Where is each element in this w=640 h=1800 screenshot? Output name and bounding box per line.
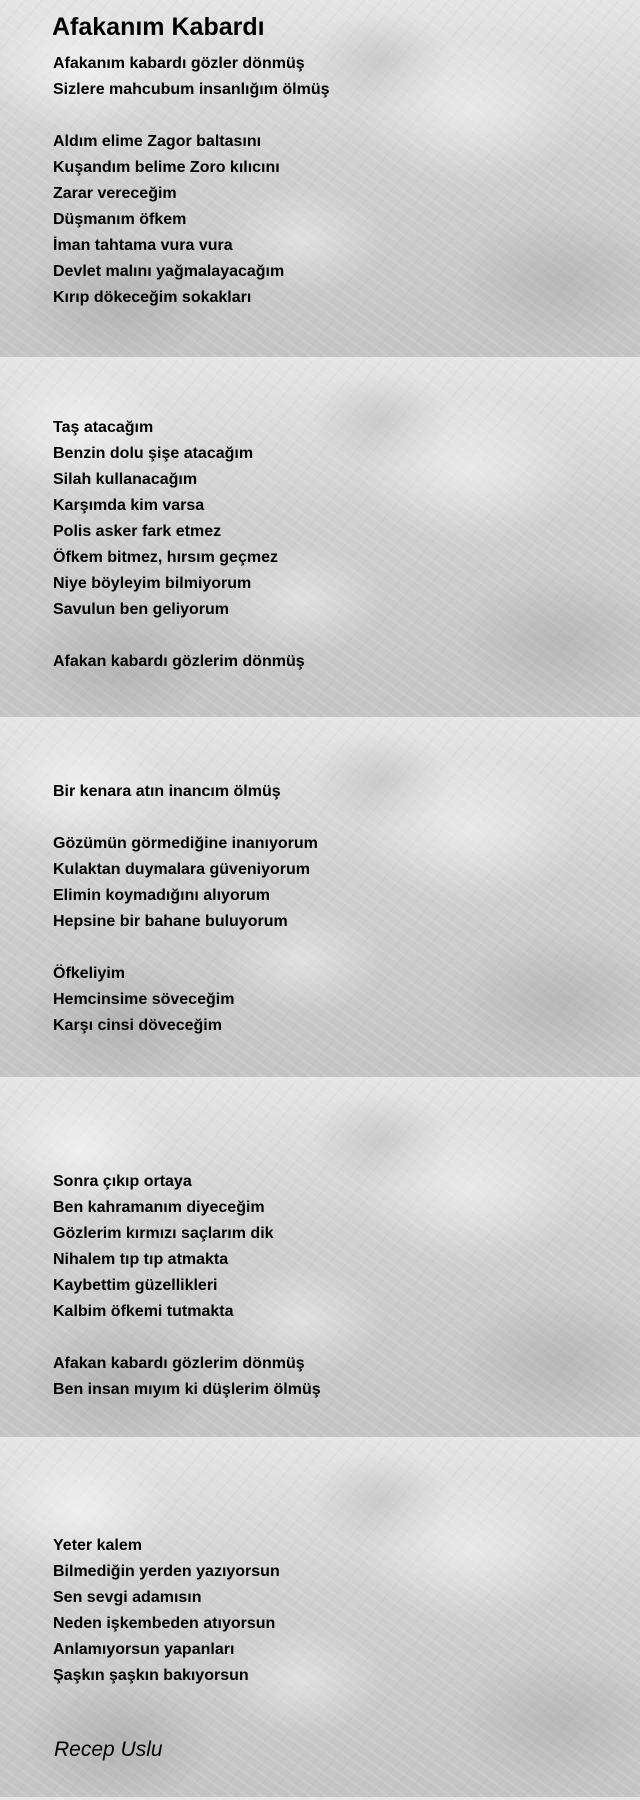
poem-line: Afakanım kabardı gözler dönmüş [53, 55, 305, 72]
poem-line: Elimin koymadığını alıyorum [53, 887, 270, 904]
poem-line: Kaybettim güzellikleri [53, 1277, 218, 1294]
poem-line: Hemcinsime söveceğim [53, 991, 235, 1008]
stanza-break [53, 623, 330, 649]
poem-line: Devlet malını yağmalayacağım [53, 263, 285, 280]
poem-line: Kuşandım belime Zoro kılıcını [53, 159, 280, 176]
poem-line: Taş atacağım [53, 419, 154, 436]
poem-line: Kırıp dökeceğim sokakları [53, 289, 252, 306]
poem-body [53, 51, 330, 1689]
stanza-break [53, 701, 330, 727]
poem-line: Zarar vereceğim [53, 185, 177, 202]
poem-line: Sen sevgi adamısın [53, 1589, 202, 1606]
stanza-break [53, 1325, 330, 1351]
poem-line: Polis asker fark etmez [53, 523, 222, 540]
stanza-break [53, 675, 330, 701]
poem-line: Niye böyleyim bilmiyorum [53, 575, 252, 592]
poem-line: İman tahtama vura vura [53, 237, 233, 254]
poem-line: Ben kahramanım diyeceğim [53, 1199, 265, 1216]
poem-line: Sizlere mahcubum insanlığım ölmüş [53, 81, 330, 98]
poem-line: Bir kenara atın inancım ölmüş [53, 783, 281, 800]
stanza-break [53, 1117, 330, 1143]
poem-line: Neden işkembeden atıyorsun [53, 1615, 276, 1632]
poem-line: Gözlerim kırmızı saçlarım dik [53, 1225, 274, 1242]
stanza-break [53, 1091, 330, 1117]
poem-line: Kalbim öfkemi tutmakta [53, 1303, 234, 1320]
stanza-break [53, 1481, 330, 1507]
poem-author: Recep Uslu [54, 1738, 163, 1761]
poem-line: Karşı cinsi döveceğim [53, 1017, 222, 1034]
poem-line: Bilmediğin yerden yazıyorsun [53, 1563, 280, 1580]
poem-line: Ben insan mıyım ki düşlerim ölmüş [53, 1381, 321, 1398]
stanza-break [53, 363, 330, 389]
stanza-break [53, 1455, 330, 1481]
poem-line: Sonra çıkıp ortaya [53, 1173, 192, 1190]
stanza-break [53, 1507, 330, 1533]
poem-line: Afakan kabardı gözlerim dönmüş [53, 1355, 305, 1372]
stanza-break [53, 1429, 330, 1455]
poem-line: Öfkeliyim [53, 965, 126, 982]
stanza-break [53, 1065, 330, 1091]
stanza-break [53, 727, 330, 753]
poem-line: Hepsine bir bahane buluyorum [53, 913, 288, 930]
poem-line: Silah kullanacağım [53, 471, 198, 488]
stanza-break [53, 1403, 330, 1429]
poem-line: Karşımda kim varsa [53, 497, 205, 514]
poem-line: Yeter kalem [53, 1537, 142, 1554]
poem-line: Benzin dolu şişe atacağım [53, 445, 254, 462]
stanza-break [53, 103, 330, 129]
poem-line: Düşmanım öfkem [53, 211, 187, 228]
poem-title: Afakanım Kabardı [52, 13, 265, 41]
poem-line: Kulaktan duymalara güveniyorum [53, 861, 310, 878]
poem-line: Afakan kabardı gözlerim dönmüş [53, 653, 305, 670]
poem-line: Aldım elime Zagor baltasını [53, 133, 262, 150]
stanza-break [53, 311, 330, 337]
stanza-break [53, 935, 330, 961]
poem-line: Savulun ben geliyorum [53, 601, 230, 618]
poem-line: Şaşkın şaşkın bakıyorsun [53, 1667, 249, 1684]
stanza-break [53, 1039, 330, 1065]
stanza-break [53, 1143, 330, 1169]
poem-line: Gözümün görmediğine inanıyorum [53, 835, 318, 852]
stanza-break [53, 805, 330, 831]
poem-line: Nihalem tıp tıp atmakta [53, 1251, 229, 1268]
stanza-break [53, 753, 330, 779]
stanza-break [53, 389, 330, 415]
poem-line: Öfkem bitmez, hırsım geçmez [53, 549, 278, 566]
stanza-break [53, 337, 330, 363]
poem-line: Anlamıyorsun yapanları [53, 1641, 235, 1658]
